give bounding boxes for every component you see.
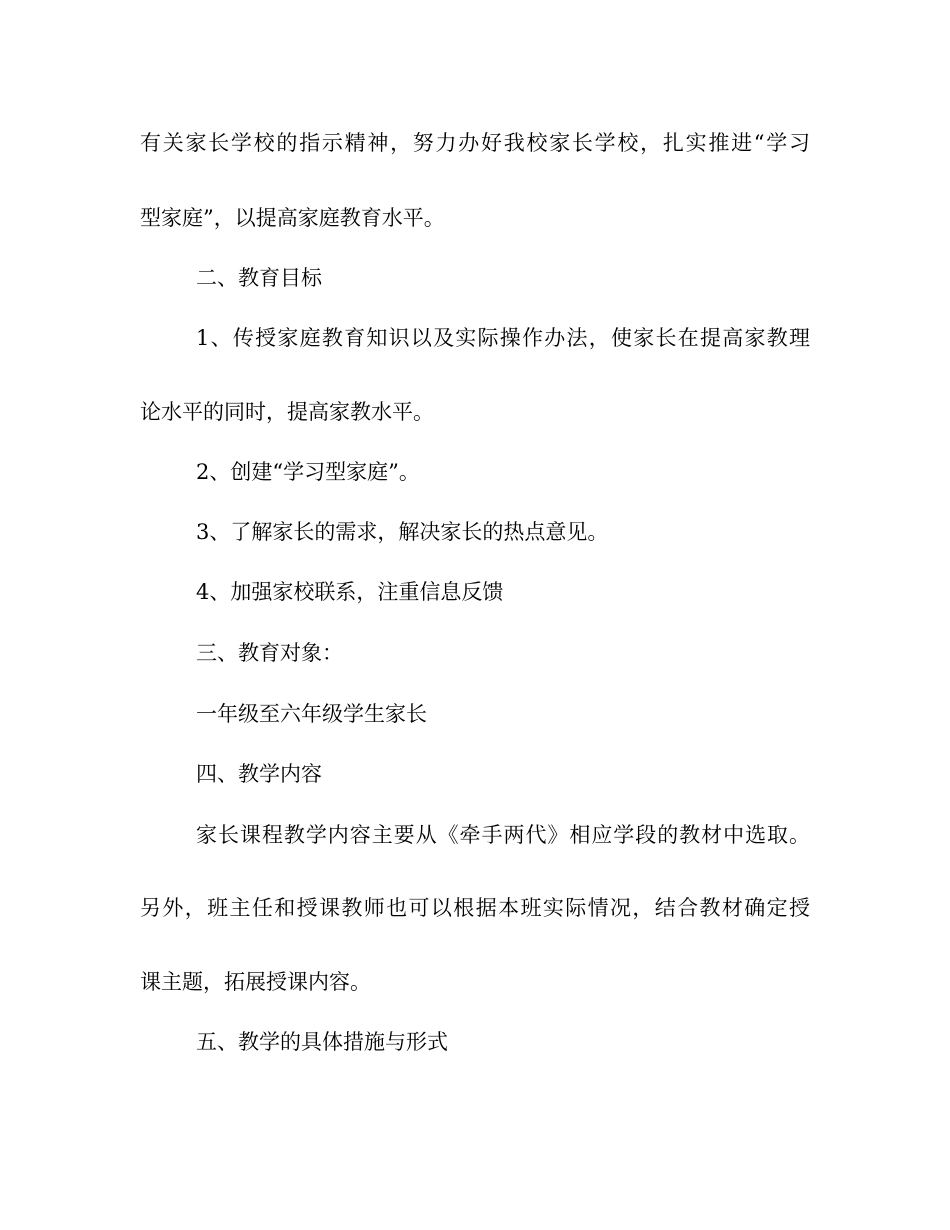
section-heading: 五、教学的具体措施与形式: [196, 1030, 448, 1054]
paragraph-line: 另外，班主任和授课教师也可以根据本班实际情况，结合教材确定授: [140, 896, 810, 920]
paragraph-line: 一年级至六年级学生家长: [196, 702, 427, 726]
list-item: 3、了解家长的需求，解决家长的热点意见。: [196, 520, 609, 544]
list-item: 1、传授家庭教育知识以及实际操作办法，使家长在提高家教理: [196, 326, 810, 350]
paragraph-line: 有关家长学校的指示精神，努力办好我校家长学校，扎实推进“学习: [140, 131, 810, 155]
section-heading: 四、教学内容: [196, 762, 322, 786]
list-item: 4、加强家校联系，注重信息反馈: [196, 580, 504, 604]
section-heading: 三、教育对象：: [196, 641, 343, 665]
paragraph-line: 家长课程教学内容主要从《牵手两代》相应学段的教材中选取。: [196, 823, 810, 847]
paragraph-line: 课主题，拓展授课内容。: [140, 970, 371, 994]
paragraph-line: 论水平的同时，提高家教水平。: [140, 400, 434, 424]
list-item: 2、创建“学习型家庭”。: [196, 460, 420, 484]
section-heading: 二、教育目标: [196, 266, 322, 290]
paragraph-line: 型家庭”，以提高家庭教育水平。: [140, 206, 445, 230]
